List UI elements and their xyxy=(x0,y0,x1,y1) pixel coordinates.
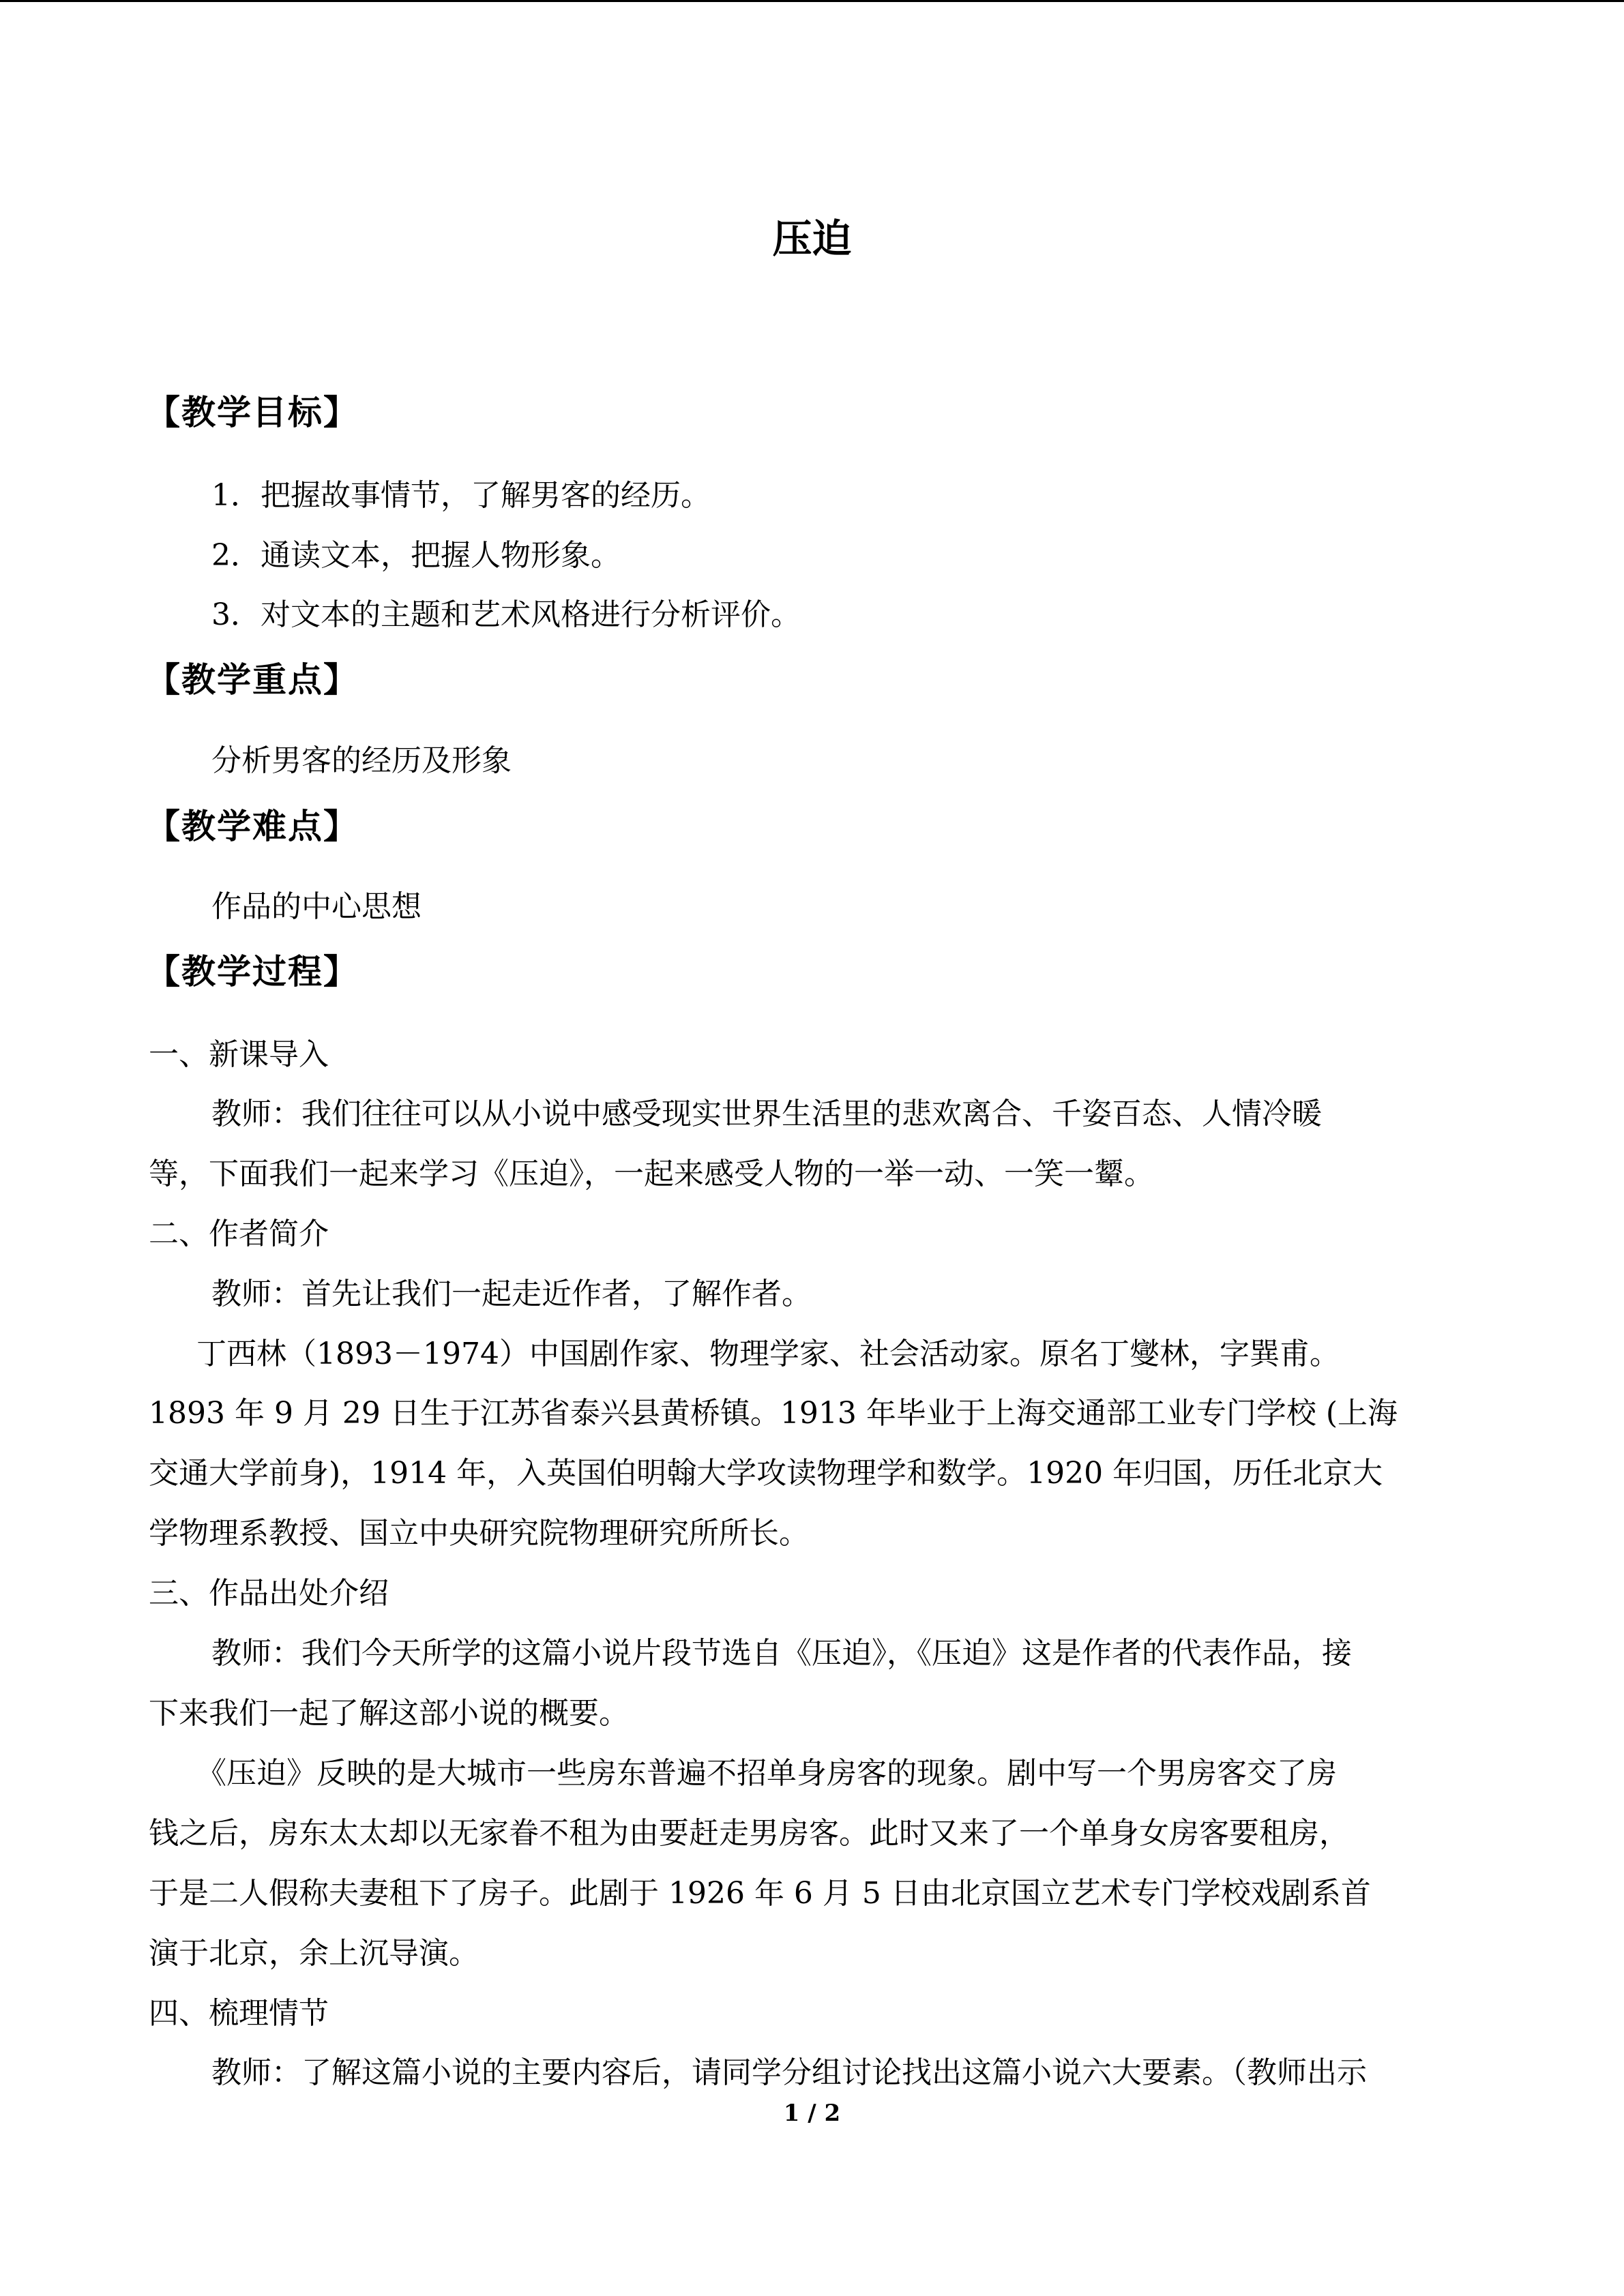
author-bio-line-3: 交通大学前身)，1914 年，入英国伯明翰大学攻读物理学和数学。1920 年归国，历任北京大 xyxy=(149,1456,1383,1491)
source-summary-line-3: 于是二人假称夫妻租下了房子。此剧于 1926 年 6 月 5 日由北京国立艺术专门学校戏剧系首 xyxy=(149,1876,1371,1911)
author-bio-line-4: 学物理系教授、国立中央研究院物理研究所所长。 xyxy=(149,1516,809,1551)
author-title: 二、作者简介 xyxy=(149,1217,329,1251)
author-teacher-line: 教师：首先让我们一起走近作者，了解作者。 xyxy=(211,1277,812,1311)
plot-teacher-line: 教师：了解这篇小说的主要内容后，请同学分组讨论找出这篇小说六大要素。（教师出示 xyxy=(211,2055,1367,2090)
key-points-text: 分析男客的经历及形象 xyxy=(211,743,512,778)
page-number: 1 / 2 xyxy=(783,2100,841,2127)
objective-item-2: 2．通读文本，把握人物形象。 xyxy=(211,538,621,573)
source-teacher-line-1: 教师：我们今天所学的这篇小说片段节选自《压迫》，《压迫》这是作者的代表作品，接 xyxy=(211,1636,1352,1671)
source-teacher-line-2: 下来我们一起了解这部小说的概要。 xyxy=(149,1696,629,1731)
author-bio-line-1: 丁西林（1893－1974）中国剧作家、物理学家、社会活动家。原名丁燮林，字巽甫。 xyxy=(196,1337,1340,1371)
heading-objectives: 【教学目标】 xyxy=(146,392,359,432)
source-summary-line-1: 《压迫》反映的是大城市一些房东普遍不招单身房客的现象。剧中写一个男房客交了房 xyxy=(196,1756,1337,1791)
objective-item-3: 3．对文本的主题和艺术风格进行分析评价。 xyxy=(211,597,801,632)
heading-difficulties: 【教学难点】 xyxy=(146,806,359,846)
plot-title: 四、梳理情节 xyxy=(149,1996,329,2031)
intro-title: 一、新课导入 xyxy=(149,1037,329,1072)
source-title: 三、作品出处介绍 xyxy=(149,1576,389,1611)
document-title: 压迫 xyxy=(772,215,852,262)
intro-line-2: 等，下面我们一起来学习《压迫》，一起来感受人物的一举一动、一笑一颦。 xyxy=(149,1157,1154,1191)
heading-key-points: 【教学重点】 xyxy=(146,659,359,700)
difficulties-text: 作品的中心思想 xyxy=(211,889,422,924)
source-summary-line-2: 钱之后，房东太太却以无家眷不租为由要赶走男房客。此时又来了一个单身女房客要租房， xyxy=(149,1816,1349,1851)
objective-item-1: 1．把握故事情节，了解男客的经历。 xyxy=(211,478,711,513)
heading-process: 【教学过程】 xyxy=(146,951,359,992)
source-summary-line-4: 演于北京，余上沉导演。 xyxy=(149,1936,479,1971)
intro-line-1: 教师：我们往往可以从小说中感受现实世界生活里的悲欢离合、千姿百态、人情冷暖 xyxy=(211,1097,1322,1131)
author-bio-line-2: 1893 年 9 月 29 日生于江苏省泰兴县黄桥镇。1913 年毕业于上海交通部工业专门学校 (上海 xyxy=(149,1396,1398,1431)
top-border-line xyxy=(0,0,1624,2)
